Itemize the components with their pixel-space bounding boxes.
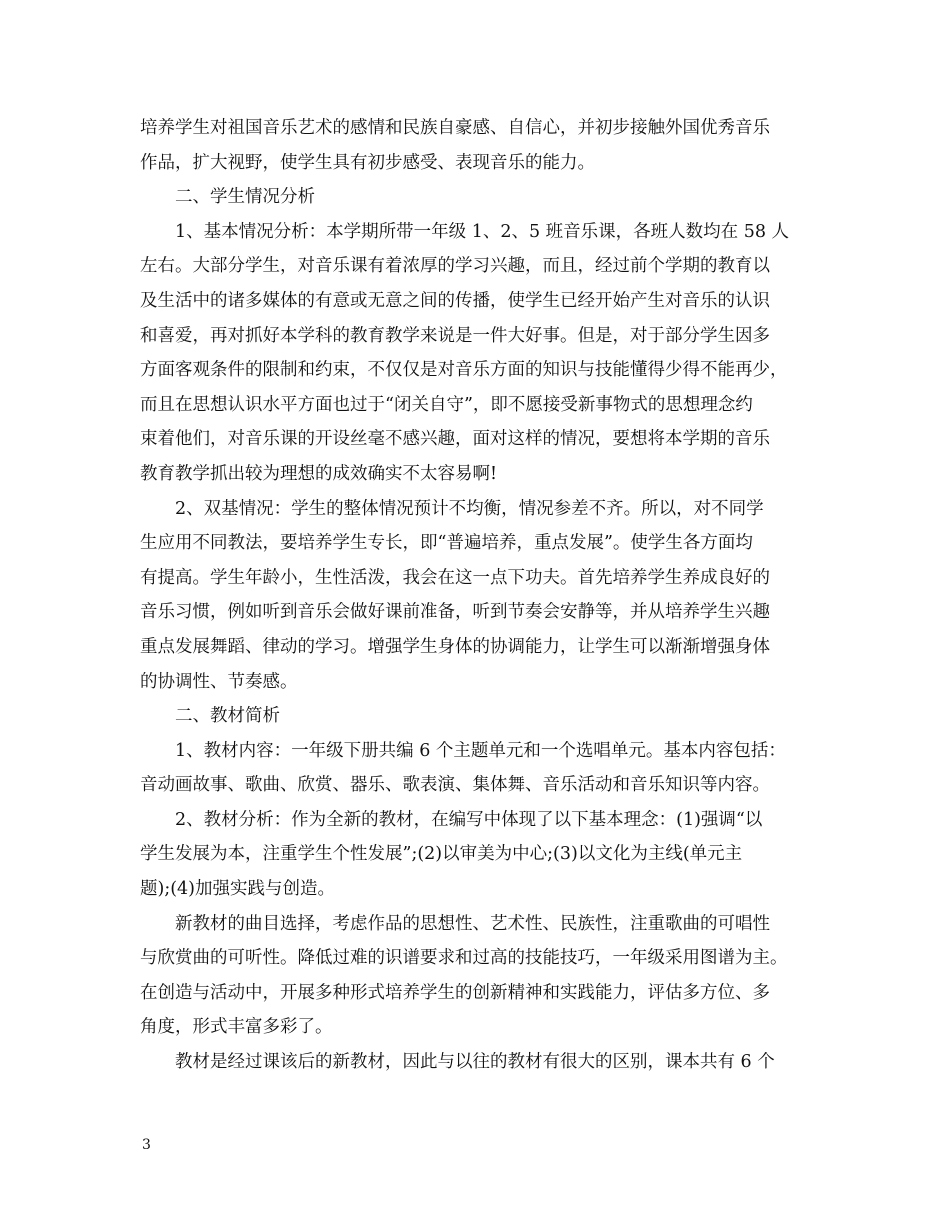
document-body <box>140 111 830 1080</box>
text-line: 题);(4)加强实践与创造。 <box>140 879 336 900</box>
text-line: 新教材的曲目选择，考虑作品的思想性、艺术性、民族性，注重歌曲的可唱性 <box>175 913 770 934</box>
text-line: 生应用不同教法，要培养学生专长，即“普遍培养，重点发展”。使学生各方面均 <box>140 533 753 554</box>
text-line: 重点发展舞蹈、律动的学习。增强学生身体的协调能力，让学生可以渐渐增强身体 <box>140 636 770 657</box>
text-line: 二、学生情况分析 <box>175 187 315 208</box>
text-line: 束着他们，对音乐课的开设丝毫不感兴趣，面对这样的情况，要想将本学期的音乐 <box>140 429 770 450</box>
text-line: 左右。大部分学生，对音乐课有着浓厚的学习兴趣，而且，经过前个学期的教育以 <box>140 256 770 277</box>
page-number: 3 <box>142 1137 151 1153</box>
text-line: 方面客观条件的限制和约束，不仅仅是对音乐方面的知识与技能懂得少得不能再少， <box>140 360 788 381</box>
text-line: 有提高。学生年龄小，生性活泼，我会在这一点下功夫。首先培养学生养成良好的 <box>140 567 770 588</box>
text-line: 在创造与活动中，开展多种形式培养学生的创新精神和实践能力，评估多方位、多 <box>140 982 770 1003</box>
text-line: 与欣赏曲的可听性。降低过难的识谱要求和过高的技能技巧，一年级采用图谱为主。 <box>140 948 788 969</box>
text-line: 二、教材简析 <box>175 706 280 727</box>
text-line: 角度，形式丰富多彩了。 <box>140 1017 333 1038</box>
text-line: 1、基本情况分析：本学期所带一年级 1、2、5 班音乐课，各班人数均在 58 人 <box>175 221 790 242</box>
text-line: 和喜爱，再对抓好本学科的教育教学来说是一件大好事。但是，对于部分学生因多 <box>140 325 770 346</box>
text-line: 学生发展为本，注重学生个性发展”;(2)以审美为中心;(3)以文化为主线(单元主 <box>140 844 743 865</box>
text-line: 作品，扩大视野，使学生具有初步感受、表现音乐的能力。 <box>140 152 595 173</box>
text-line: 培养学生对祖国音乐艺术的感情和民族自豪感、自信心，并初步接触外国优秀音乐 <box>140 118 770 138</box>
text-line: 的协调性、节奏感。 <box>140 671 298 692</box>
text-line: 1、教材内容：一年级下册共编 6 个主题单元和一个选唱单元。基本内容包括： <box>175 740 786 761</box>
text-line: 2、双基情况：学生的整体情况预计不均衡，情况参差不齐。所以，对不同学 <box>175 498 764 519</box>
text-line: 教育教学抓出较为理想的成效确实不太容易啊! <box>140 463 498 484</box>
text-line: 2、教材分析：作为全新的教材，在编写中体现了以下基本理念：(1)强调“以 <box>175 809 763 830</box>
text-line: 音动画故事、歌曲、欣赏、器乐、歌表演、集体舞、音乐活动和音乐知识等内容。 <box>140 775 770 796</box>
text-line: 及生活中的诸多媒体的有意或无意之间的传播，使学生已经开始产生对音乐的认识 <box>140 290 770 311</box>
text-line: 音乐习惯，例如听到音乐会做好课前准备，听到节奏会安静等，并从培养学生兴趣 <box>140 602 770 623</box>
text-line: 而且在思想认识水平方面也过于“闭关自守”，即不愿接受新事物式的思想理念约 <box>140 394 753 415</box>
text-line: 教材是经过课该后的新教材，因此与以往的教材有很大的区别，课本共有 6 个 <box>175 1052 775 1073</box>
